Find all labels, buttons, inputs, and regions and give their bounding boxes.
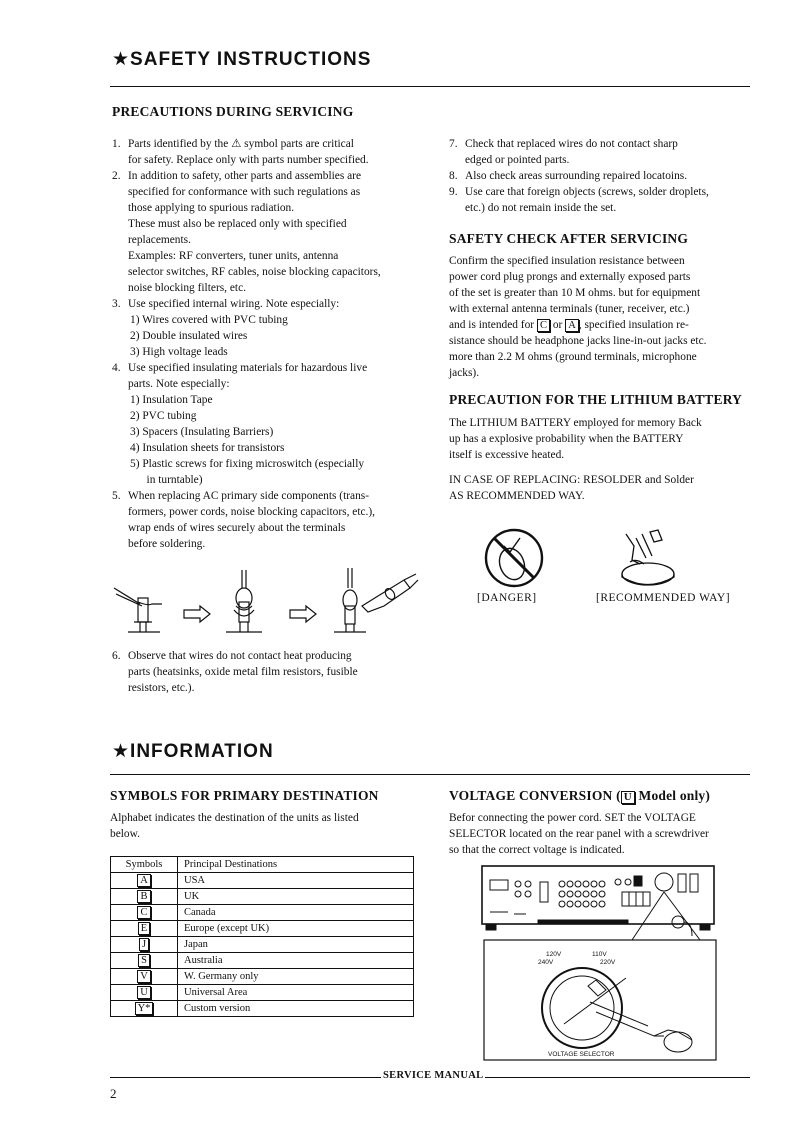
list-item-line: When replacing AC primary side components (trans- [128,490,370,502]
text-line: jacks). [449,367,480,379]
safety-check-text [449,253,754,381]
lithium-heading: PRECAUTION FOR THE LITHIUM BATTERY [449,392,743,407]
destination-cell: W. Germany only [178,969,414,985]
precaution-item-6 [112,648,414,696]
volt-240-label: 240V [538,959,554,966]
check-mid-post: , specified insulation re- [578,319,689,331]
voltage-selector-label: VOLTAGE SELECTOR [548,1051,615,1058]
destination-symbol: A [137,874,151,887]
recommended-figure [610,528,680,590]
list-item-line: Examples: RF converters, tuner units, antenna [128,250,339,262]
section-rule [110,774,750,775]
voltage-heading [449,788,710,804]
list-item-line: edged or pointed parts. [465,154,570,166]
section-rule [110,86,750,87]
safety-title [112,48,371,71]
list-item-line: before soldering. [128,538,206,550]
list-item-line: These must also be replaced only with specified [128,218,347,230]
list-item-line: those applying to spurious radiation. [128,202,295,214]
table-row [111,873,414,889]
list-item-line: Use care that foreign objects (screws, solder droplets, [465,186,709,198]
text-line: SELECTOR located on the rear panel with a screwdriver [449,828,709,840]
star-icon: ★ [112,741,131,762]
list-item-line: 2) PVC tubing [130,410,197,422]
destination-symbol: J [139,938,149,951]
list-item-line: 3) Spacers (Insulating Barriers) [130,426,274,438]
destination-cell: UK [178,889,414,905]
voltage-heading-pre: VOLTAGE CONVERSION ( [449,788,621,803]
list-item-line: 1) Insulation Tape [130,394,213,406]
voltage-heading-post: Model only) [638,788,711,803]
check-mid-line [449,317,754,333]
destination-cell: Australia [178,953,414,969]
destination-cell: Canada [178,905,414,921]
list-item-number: 1. [112,138,121,150]
wire-wrapping-diagram [108,566,420,638]
list-item-line: formers, power cords, noise blocking capacitors, etc.), [128,506,376,518]
list-item [449,136,752,168]
text-line: with external antenna terminals (tuner, receiver, etc.) [449,303,690,315]
selector-zoom-box [484,940,716,1060]
symbol-cell [111,921,178,937]
text-line: more than 2.2 M ohms (ground terminals, microphone [449,351,697,363]
voltage-selector-figure [478,860,724,1066]
list-item-line: in turntable) [138,474,203,486]
text-line: sistance should be headphone jacks line-in-out jacks etc. [449,335,707,347]
volt-110-label: 110V [592,951,607,958]
text-line: The LITHIUM BATTERY employed for memory Back [449,417,702,429]
destination-cell: Universal Area [178,985,414,1001]
text-line: Alphabet indicates the destination of the units as listed [110,812,359,824]
symbol-cell [111,1001,178,1017]
page-number: 2 [110,1086,117,1101]
list-item [449,184,752,216]
destination-cell: USA [178,873,414,889]
symbol-cell [111,985,178,1001]
text-line: Befor connecting the power cord. SET the VOLTAGE [449,812,696,824]
terminal-wrapped-figure [226,570,262,632]
symbol-cell [111,905,178,921]
table-row [111,905,414,921]
list-item-number: 9. [449,186,458,198]
destination-symbol: V [137,970,151,983]
list-item-line: Use specified internal wiring. Note especially: [128,298,340,310]
precautions-list-left [112,136,414,552]
list-item-line: Also check areas surrounding repaired locatoins. [465,170,688,182]
list-item-line: Use specified insulating materials for hazardous live [128,362,368,374]
destination-symbol: B [137,890,150,903]
destinations-column-header: Principal Destinations [178,857,414,873]
list-item [449,168,752,184]
symbols-column-header: Symbols [111,857,178,873]
symbol-cell [111,873,178,889]
right-arrow-icon [290,606,316,622]
lithium-text [449,415,754,463]
information-title-text: INFORMATION [130,741,274,762]
destination-symbol: C [137,906,150,919]
list-item-number: 2. [112,170,121,182]
list-item [112,648,414,696]
check-mid-pre: and is intended for [449,319,535,331]
table-row [111,1001,414,1017]
list-item-line: parts. Note especially: [128,378,230,390]
symbol-u: U [621,791,635,804]
list-item-line: 4) Insulation sheets for transistors [130,442,285,454]
destination-symbol: S [138,954,150,967]
symbol-cell [111,953,178,969]
list-item-number: 4. [112,362,121,374]
list-item-number: 8. [449,170,458,182]
list-item-line: 1) Wires covered with PVC tubing [130,314,288,326]
table-row [111,969,414,985]
symbols-intro [110,810,416,842]
right-arrow-icon [184,606,210,622]
destination-symbol: E [138,922,150,935]
list-item-line: replacements. [128,234,191,246]
list-item-number: 6. [112,650,121,662]
safety-title-text: SAFETY INSTRUCTIONS [130,49,372,70]
list-item-line: 2) Double insulated wires [130,330,248,342]
list-item [112,360,414,488]
list-item-line: for safety. Replace only with parts number specified. [128,154,369,166]
precautions-list-right [449,136,752,216]
symbol-cell [111,937,178,953]
list-item-line: Observe that wires do not contact heat producing [128,650,352,662]
list-item-line: In addition to safety, other parts and assemblies are [128,170,362,182]
list-item-number: 7. [449,138,458,150]
list-item-line: 5) Plastic screws for fixing microswitch (especially [130,458,365,470]
list-item-line: Parts identified by the ⚠ symbol parts are critical [128,138,354,150]
text-line: so that the correct voltage is indicated. [449,844,625,856]
text-line: power cord plug prongs and externally exposed parts [449,271,691,283]
terminal-soldering-figure [334,568,418,632]
list-item-line: etc.) do not remain inside the set. [465,202,617,214]
list-item-number: 5. [112,490,121,502]
text-line: itself is excessive heated. [449,449,565,461]
destination-cell: Europe (except UK) [178,921,414,937]
replacing-text [449,472,754,504]
volt-120-label: 120V [546,951,562,958]
list-item [112,488,414,552]
text-line: up has a explosive probability when the BATTERY [449,433,684,445]
symbol-a: A [565,319,579,332]
table-header-row [111,857,414,873]
text-line: Confirm the specified insulation resistance between [449,255,685,267]
list-item-line: 3) High voltage leads [130,346,228,358]
text-line: below. [110,828,140,840]
safety-check-heading: SAFETY CHECK AFTER SERVICING [449,231,689,246]
table-row [111,937,414,953]
symbols-table [110,856,414,1017]
list-item-line: specified for conformance with such regulations as [128,186,361,198]
list-item [112,136,414,168]
danger-caption: [DANGER] [477,592,537,604]
list-item-line: noise blocking filters, etc. [128,282,246,294]
precautions-heading: PRECAUTIONS DURING SERVICING [112,104,354,119]
volt-220-label: 220V [600,959,616,966]
symbol-cell [111,969,178,985]
table-row [111,889,414,905]
list-item [112,296,414,360]
destination-symbol: U [137,986,151,999]
list-item-line: selector switches, RF cables, noise blocking capacitors, [128,266,381,278]
rear-panel [482,866,714,924]
table-row [111,953,414,969]
text-line: IN CASE OF REPLACING: RESOLDER and Solder [449,474,694,486]
symbols-heading: SYMBOLS FOR PRIMARY DESTINATION [110,788,379,803]
list-item-line: resistors, etc.). [128,682,195,694]
footer-label: SERVICE MANUAL [383,1070,484,1081]
information-title [112,740,274,763]
star-icon: ★ [112,49,131,70]
text-line: AS RECOMMENDED WAY. [449,490,585,502]
text-line: of the set is greater than 10 M ohms. but for equipment [449,287,701,299]
check-mid-or: or [552,319,563,331]
list-item-number: 3. [112,298,121,310]
list-item-line: wrap ends of wires securely about the terminals [128,522,346,534]
list-item [112,168,414,296]
destination-symbol: Y* [135,1002,154,1015]
symbol-c: C [537,319,550,332]
recommended-caption: [RECOMMENDED WAY] [596,592,731,604]
table-row [111,921,414,937]
voltage-text [449,810,755,858]
list-item-line: parts (heatsinks, oxide metal film resistors, fusible [128,666,358,678]
terminal-unwrapped-figure [114,588,162,632]
danger-figure [480,526,552,592]
symbol-cell [111,889,178,905]
table-row [111,985,414,1001]
destination-cell: Japan [178,937,414,953]
list-item-line: Check that replaced wires do not contact sharp [465,138,678,150]
destination-cell: Custom version [178,1001,414,1017]
